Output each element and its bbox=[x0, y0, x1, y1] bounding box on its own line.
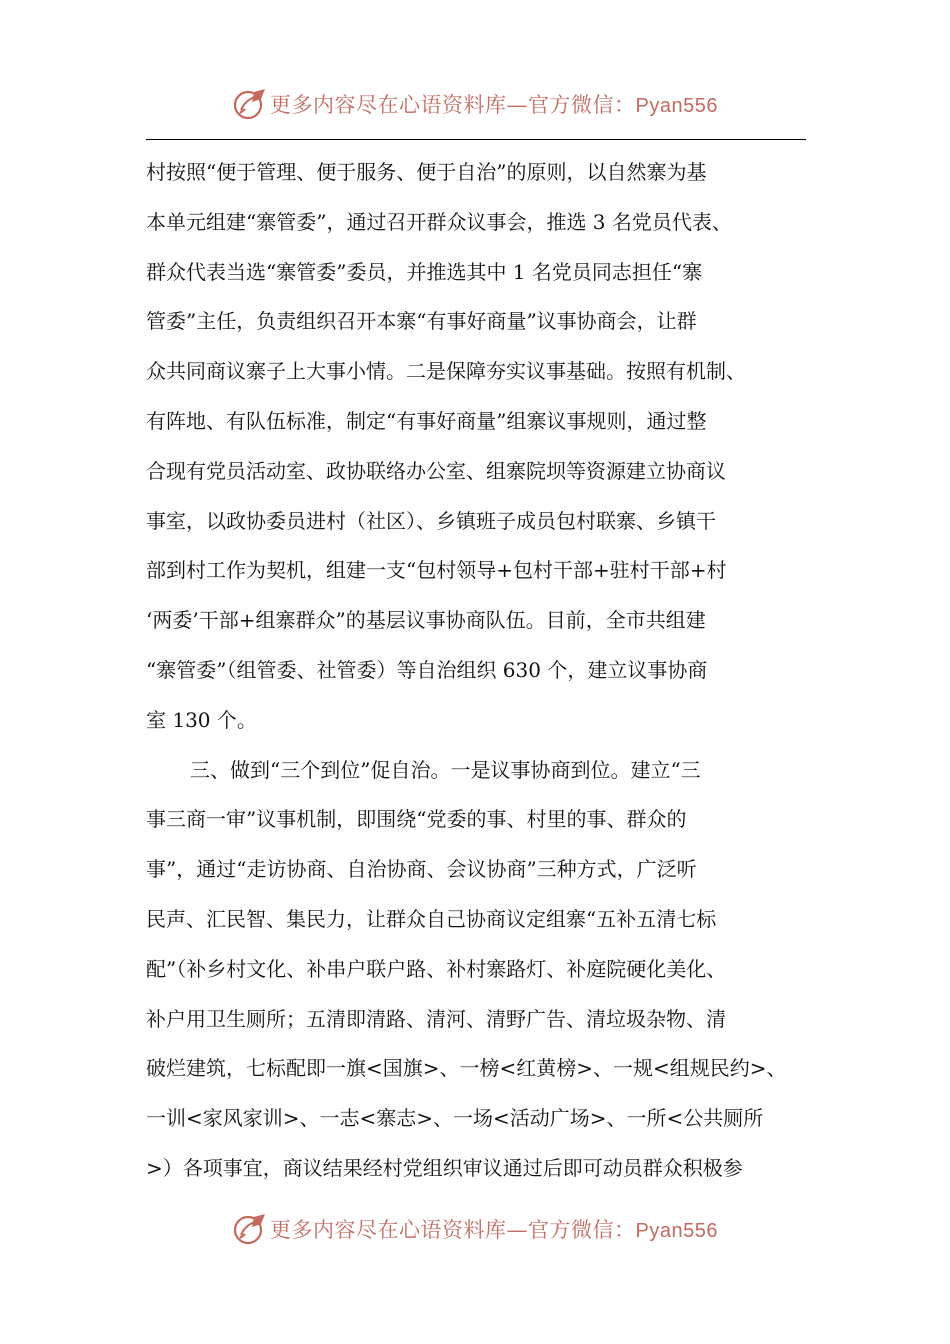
body-line: 破烂建筑，七标配即一旗<国旗>、一榜<红黄榜>、一规<组规民约>、 bbox=[146, 1056, 787, 1081]
pen-logo-icon bbox=[232, 1211, 268, 1247]
body-line: ‘两委’干部+组寨群众”的基层议事协商队伍。目前，全市共组建 bbox=[146, 608, 706, 633]
footer-banner-text bbox=[270, 1214, 718, 1244]
body-line: 补户用卫生厕所；五清即清路、清河、清野广告、清垃圾杂物、清 bbox=[146, 1006, 726, 1031]
header-rule bbox=[146, 139, 806, 140]
body-line: 一训<家风家训>、一志<寨志>、一场<活动广场>、一所<公共厕所 bbox=[146, 1106, 764, 1131]
body-line: 事三商一审”议事机制，即围绕“党委的事、村里的事、群众的 bbox=[146, 807, 687, 832]
page-footer bbox=[0, 1209, 950, 1249]
pen-logo-icon bbox=[232, 86, 268, 122]
body-line: 室 130 个。 bbox=[146, 707, 257, 732]
body-line: 村按照“便于管理、便于服务、便于自治”的原则，以自然寨为基 bbox=[146, 160, 707, 184]
body-line: 管委”主任，负责组织召开本寨“有事好商量”议事协商会，让群 bbox=[146, 309, 697, 334]
body-line: 民声、汇民智、集民力，让群众自己协商议定组寨“五补五清七标 bbox=[146, 906, 717, 931]
body-line: 合现有党员活动室、政协联络办公室、组寨院坝等资源建立协商议 bbox=[146, 458, 726, 483]
body-line: “寨管委”（组管委、社管委）等自治组织 630 个，建立议事协商 bbox=[146, 657, 708, 682]
body-line: 配”（补乡村文化、补串户联户路、补村寨路灯、补庭院硬化美化、 bbox=[146, 956, 727, 981]
header-wechat-id: Pyan556 bbox=[635, 95, 718, 117]
page-header bbox=[0, 84, 950, 124]
body-line: 部到村工作为契机，组建一支“包村领导+包村干部+驻村干部+村 bbox=[146, 558, 727, 583]
header-banner-text bbox=[270, 89, 718, 119]
body-line: >）各项事宜，商议结果经村党组织审议通过后即可动员群众积极参 bbox=[146, 1155, 743, 1180]
document-body bbox=[146, 148, 811, 1194]
body-line: 有阵地、有队伍标准，制定“有事好商量”组寨议事规则，通过整 bbox=[146, 408, 707, 433]
body-line: 本单元组建“寨管委”，通过召开群众议事会，推选 3 名党员代表、 bbox=[146, 209, 732, 234]
footer-text-cn: 更多内容尽在心语资料库—官方微信： bbox=[270, 1218, 636, 1242]
header-text-cn: 更多内容尽在心语资料库—官方微信： bbox=[270, 93, 636, 117]
body-line: 众共同商议寨子上大事小情。二是保障夯实议事基础。按照有机制、 bbox=[146, 359, 746, 384]
body-line: 事室，以政协委员进村（社区）、乡镇班子成员包村联寨、乡镇干 bbox=[146, 508, 716, 533]
body-line: 群众代表当选“寨管委”委员，并推选其中 1 名党员同志担任“寨 bbox=[146, 259, 703, 284]
body-line: 事”，通过“走访协商、自治协商、会议协商”三种方式，广泛听 bbox=[146, 857, 697, 882]
footer-wechat-id: Pyan556 bbox=[635, 1220, 718, 1242]
paragraph-start-line: 三、做到“三个到位”促自治。一是议事协商到位。建立“三 bbox=[190, 757, 701, 782]
